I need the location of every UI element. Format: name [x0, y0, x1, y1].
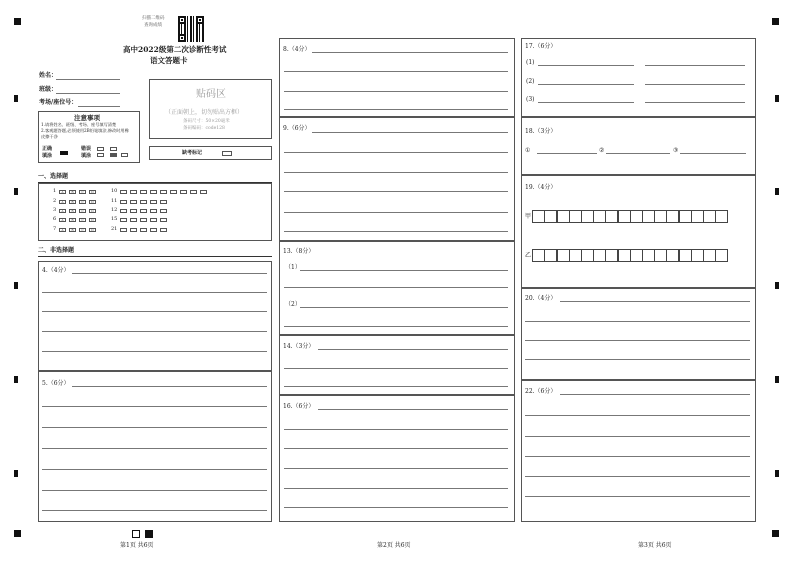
- answer-line[interactable]: [525, 359, 750, 360]
- barcode-hint: （正面朝上，切勿贴出方框）: [165, 109, 244, 116]
- absent-checkbox[interactable]: [222, 151, 232, 156]
- choice-option[interactable]: A: [59, 209, 66, 213]
- char-cell[interactable]: [581, 249, 594, 262]
- choice-number-left: 7: [53, 226, 57, 232]
- answer-line[interactable]: [645, 84, 745, 85]
- page-number-3: 第3页 共6页: [638, 542, 672, 549]
- char-cell[interactable]: [618, 210, 631, 223]
- choice-option[interactable]: [150, 209, 157, 213]
- correct-fill-icon: [60, 151, 68, 155]
- choice-option[interactable]: [150, 190, 157, 194]
- char-cell[interactable]: [593, 210, 606, 223]
- char-cell[interactable]: [618, 249, 631, 262]
- choice-number-left: 1: [53, 188, 57, 194]
- page-number-1: 第1页 共6页: [120, 542, 154, 549]
- answer-line[interactable]: [284, 368, 508, 369]
- answer-line[interactable]: [525, 340, 750, 341]
- corner-mark-bl: [14, 530, 21, 537]
- choice-option[interactable]: A: [59, 190, 66, 194]
- choice-option[interactable]: [150, 200, 157, 204]
- char-cell[interactable]: [532, 249, 545, 262]
- choice-option[interactable]: D: [89, 218, 96, 222]
- answer-line[interactable]: [300, 270, 508, 271]
- choice-option[interactable]: A: [59, 228, 66, 232]
- edge-mark-r3: [775, 282, 779, 289]
- char-cell[interactable]: [544, 210, 557, 223]
- footer-square-filled-icon: [145, 530, 153, 538]
- choice-option[interactable]: C: [79, 218, 86, 222]
- choice-bubbles-right[interactable]: [120, 207, 170, 214]
- choice-bubbles-left[interactable]: [59, 216, 99, 223]
- choice-option[interactable]: [160, 228, 167, 232]
- choice-number-right: 21: [111, 226, 118, 232]
- edge-mark-r5: [775, 470, 779, 477]
- answer-line[interactable]: [284, 212, 508, 213]
- char-cell[interactable]: [605, 210, 618, 223]
- char-cell[interactable]: [703, 210, 716, 223]
- choice-option[interactable]: [140, 218, 147, 222]
- choice-bubbles-right[interactable]: [120, 198, 170, 205]
- answer-line[interactable]: [318, 409, 508, 410]
- answer-box-q19: [521, 175, 756, 288]
- question-label-q13-1: （1）: [285, 264, 301, 271]
- choice-option[interactable]: [120, 228, 127, 232]
- answer-line[interactable]: [525, 321, 750, 322]
- exam-subtitle: 语文答题卡: [150, 56, 188, 65]
- correct-label-2: 填涂: [42, 153, 53, 159]
- choice-option[interactable]: C: [79, 200, 86, 204]
- char-cell[interactable]: [642, 249, 655, 262]
- barcode-title: 贴码区: [196, 89, 226, 100]
- choice-option[interactable]: [190, 190, 197, 194]
- qr-code-icon: [178, 16, 204, 42]
- class-field[interactable]: [56, 93, 120, 94]
- barcode-code: 条码编码：code128: [183, 126, 225, 131]
- answer-line[interactable]: [42, 448, 267, 449]
- answer-line[interactable]: [538, 102, 634, 103]
- edge-mark-r2: [775, 188, 779, 195]
- choice-option[interactable]: B: [69, 218, 76, 222]
- answer-line[interactable]: [42, 351, 267, 352]
- answer-line[interactable]: [72, 273, 267, 274]
- choice-bubbles-right[interactable]: [120, 216, 170, 223]
- answer-line[interactable]: [312, 132, 508, 133]
- footer-square-outline-icon: [132, 530, 140, 538]
- question-label-q22: 22.（6分）: [525, 388, 557, 395]
- choice-option[interactable]: C: [79, 190, 86, 194]
- wrong-label-1: 错误: [81, 146, 92, 152]
- question-label-q19-a: 甲: [525, 213, 532, 220]
- answer-line[interactable]: [680, 153, 746, 154]
- page-number-2: 第2页 共6页: [377, 542, 411, 549]
- choice-bubbles-left[interactable]: [59, 207, 99, 214]
- answer-line[interactable]: [72, 386, 267, 387]
- choice-option[interactable]: [150, 228, 157, 232]
- choice-number-left: 3: [53, 207, 57, 213]
- char-cell[interactable]: [581, 210, 594, 223]
- wrong-label-2: 填涂: [81, 153, 92, 159]
- answer-box-q13: [279, 241, 515, 335]
- answer-line[interactable]: [312, 52, 508, 53]
- choice-number-right: 15: [111, 216, 118, 222]
- char-cell[interactable]: [544, 249, 557, 262]
- choice-number-right: 12: [111, 207, 118, 213]
- choice-option[interactable]: C: [79, 209, 86, 213]
- answer-line[interactable]: [284, 448, 508, 449]
- seat-label: 考场/座位号：: [39, 99, 78, 106]
- choice-bubbles-right[interactable]: [120, 226, 170, 233]
- char-cell[interactable]: [557, 249, 570, 262]
- choice-option[interactable]: D: [89, 209, 96, 213]
- char-grid-a[interactable]: [533, 210, 728, 223]
- answer-box-q16: [279, 395, 515, 522]
- char-cell[interactable]: [666, 210, 679, 223]
- char-cell[interactable]: [715, 249, 728, 262]
- char-cell[interactable]: [557, 210, 570, 223]
- answer-line[interactable]: [284, 231, 508, 232]
- choice-option[interactable]: [200, 190, 207, 194]
- answer-line[interactable]: [537, 153, 597, 154]
- char-cell[interactable]: [691, 210, 704, 223]
- absent-label: 缺考标记: [182, 150, 203, 156]
- corner-mark-br: [772, 530, 779, 537]
- question-label-q13-2: （2）: [285, 301, 301, 308]
- section-open-rule: [38, 256, 272, 257]
- choice-option[interactable]: A: [59, 200, 66, 204]
- choice-option[interactable]: [160, 209, 167, 213]
- choice-number-right: 11: [111, 198, 118, 204]
- answer-line[interactable]: [42, 311, 267, 312]
- answer-box-q22: [521, 380, 756, 522]
- choice-option[interactable]: [160, 200, 167, 204]
- answer-line[interactable]: [284, 326, 508, 327]
- choice-bubbles-left[interactable]: [59, 198, 99, 205]
- answer-line[interactable]: [284, 91, 508, 92]
- name-label: 姓名：: [39, 72, 58, 79]
- question-label-q17-1: (1): [526, 59, 535, 66]
- answer-line[interactable]: [525, 456, 750, 457]
- char-cell[interactable]: [642, 210, 655, 223]
- question-label-q17-2: (2): [526, 78, 535, 85]
- answer-line[interactable]: [538, 65, 634, 66]
- exam-title: 高中2022级第二次诊断性考试: [123, 45, 227, 54]
- choice-option[interactable]: [130, 228, 137, 232]
- choice-option[interactable]: A: [59, 218, 66, 222]
- choice-option[interactable]: [130, 209, 137, 213]
- choice-option[interactable]: [130, 190, 137, 194]
- choice-bubbles-left[interactable]: [59, 188, 99, 195]
- answer-line[interactable]: [538, 84, 634, 85]
- answer-line[interactable]: [284, 429, 508, 430]
- answer-line[interactable]: [525, 436, 750, 437]
- answer-line[interactable]: [42, 510, 267, 511]
- choice-option[interactable]: [120, 190, 127, 194]
- answer-line[interactable]: [284, 386, 508, 387]
- question-label-q17-3: (3): [526, 96, 535, 103]
- choice-option[interactable]: D: [89, 190, 96, 194]
- answer-line[interactable]: [284, 468, 508, 469]
- question-label-q9: 9.（6分）: [283, 125, 311, 132]
- answer-line[interactable]: [284, 287, 508, 288]
- choice-option[interactable]: [120, 209, 127, 213]
- choice-number-left: 2: [53, 198, 57, 204]
- choice-option[interactable]: C: [79, 228, 86, 232]
- edge-mark-l3: [14, 282, 18, 289]
- choice-option[interactable]: [130, 218, 137, 222]
- char-cell[interactable]: [654, 210, 667, 223]
- choice-bubbles-left[interactable]: [59, 226, 99, 233]
- answer-box-q9: [279, 117, 515, 241]
- char-grid-b[interactable]: [533, 249, 728, 262]
- answer-line[interactable]: [42, 427, 267, 428]
- name-field[interactable]: [56, 79, 120, 80]
- choice-bubbles-right[interactable]: [120, 188, 210, 195]
- question-label-q19: 19.（4分）: [525, 184, 557, 191]
- wrong-fill-examples-icon: [97, 147, 137, 159]
- question-label-q5: 5.（6分）: [42, 380, 70, 387]
- choice-option[interactable]: B: [69, 200, 76, 204]
- answer-line[interactable]: [645, 102, 745, 103]
- answer-line[interactable]: [284, 191, 508, 192]
- edge-mark-l2: [14, 188, 18, 195]
- choice-option[interactable]: [160, 218, 167, 222]
- answer-line[interactable]: [42, 490, 267, 491]
- char-cell[interactable]: [630, 210, 643, 223]
- answer-line[interactable]: [606, 153, 670, 154]
- question-label-q18-2: ②: [599, 147, 605, 154]
- question-label-q14: 14.（3分）: [283, 343, 315, 350]
- char-cell[interactable]: [569, 210, 582, 223]
- question-label-q16: 16.（6分）: [283, 403, 315, 410]
- choice-option[interactable]: [140, 190, 147, 194]
- choice-option[interactable]: B: [69, 190, 76, 194]
- choice-option[interactable]: [130, 200, 137, 204]
- char-cell[interactable]: [605, 249, 618, 262]
- question-label-q18: 18.（3分）: [525, 128, 557, 135]
- answer-line[interactable]: [284, 172, 508, 173]
- answer-line[interactable]: [42, 469, 267, 470]
- notice-line-2: 2.客观题答题,必须使用2B铅笔填涂,修改时用橡: [41, 128, 129, 133]
- answer-line[interactable]: [284, 152, 508, 153]
- question-label-q8: 8.（4分）: [283, 46, 311, 53]
- char-cell[interactable]: [715, 210, 728, 223]
- section-open-title: 二、非选择题: [38, 247, 75, 254]
- scan-hint-1: 扫描二维码: [142, 16, 165, 21]
- correct-label-1: 正确: [42, 146, 53, 152]
- answer-line[interactable]: [645, 65, 745, 66]
- answer-line[interactable]: [42, 292, 267, 293]
- answer-box-q8: [279, 38, 515, 117]
- char-cell[interactable]: [569, 249, 582, 262]
- choice-option[interactable]: B: [69, 228, 76, 232]
- question-label-q19-b: 乙: [525, 252, 532, 259]
- choice-option[interactable]: B: [69, 209, 76, 213]
- answer-line[interactable]: [284, 71, 508, 72]
- section-choice-title: 一、选择题: [38, 173, 69, 180]
- question-label-q18-3: ③: [673, 147, 679, 154]
- choice-option[interactable]: D: [89, 228, 96, 232]
- answer-box-q4: [38, 261, 272, 371]
- edge-mark-l4: [14, 376, 18, 383]
- scan-hint-2: 查询成绩: [144, 23, 162, 28]
- absent-box: [149, 146, 272, 160]
- choice-option[interactable]: [160, 190, 167, 194]
- question-label-q17: 17.（6分）: [525, 43, 557, 50]
- answer-line[interactable]: [525, 496, 750, 497]
- edge-mark-r1: [775, 95, 779, 102]
- answer-line[interactable]: [525, 476, 750, 477]
- char-cell[interactable]: [630, 249, 643, 262]
- choice-option[interactable]: [140, 200, 147, 204]
- notice-line-1: 1.请将姓名、班级、考场、座号填写清楚: [41, 122, 117, 127]
- char-cell[interactable]: [532, 210, 545, 223]
- answer-line[interactable]: [318, 349, 508, 350]
- question-label-q4: 4.（4分）: [42, 267, 70, 274]
- class-label: 班级：: [39, 86, 58, 93]
- choice-number-right: 10: [111, 188, 118, 194]
- choice-option[interactable]: [180, 190, 187, 194]
- answer-box-q18: [521, 117, 756, 175]
- seat-field[interactable]: [78, 106, 120, 107]
- corner-mark-tl: [14, 18, 21, 25]
- char-cell[interactable]: [654, 249, 667, 262]
- question-label-q13: 13.（8分）: [283, 248, 315, 255]
- answer-line[interactable]: [560, 301, 750, 302]
- choice-option[interactable]: [150, 218, 157, 222]
- edge-mark-l1: [14, 95, 18, 102]
- answer-line[interactable]: [300, 307, 508, 308]
- choice-number-left: 6: [53, 216, 57, 222]
- choice-option[interactable]: [140, 228, 147, 232]
- answer-line[interactable]: [284, 488, 508, 489]
- notice-title: 注意事项: [74, 114, 100, 122]
- answer-box-q5: [38, 371, 272, 522]
- answer-line[interactable]: [284, 507, 508, 508]
- choice-option[interactable]: [120, 200, 127, 204]
- edge-mark-r4: [775, 376, 779, 383]
- corner-mark-tr: [772, 18, 779, 25]
- question-label-q20: 20.（4分）: [525, 295, 557, 302]
- char-cell[interactable]: [679, 210, 692, 223]
- choice-option[interactable]: [140, 209, 147, 213]
- choice-option[interactable]: D: [89, 200, 96, 204]
- notice-line-3: 皮擦干净: [41, 134, 58, 139]
- edge-mark-l5: [14, 470, 18, 477]
- answer-line[interactable]: [284, 109, 508, 110]
- char-cell[interactable]: [666, 249, 679, 262]
- char-cell[interactable]: [691, 249, 704, 262]
- choice-option[interactable]: [120, 218, 127, 222]
- answer-line[interactable]: [42, 406, 267, 407]
- answer-line[interactable]: [42, 331, 267, 332]
- barcode-size: 条码尺寸：50×20毫米: [183, 119, 230, 124]
- char-cell[interactable]: [703, 249, 716, 262]
- answer-line[interactable]: [525, 415, 750, 416]
- answer-line[interactable]: [560, 394, 750, 395]
- choice-option[interactable]: [170, 190, 177, 194]
- question-label-q18-1: ①: [525, 147, 531, 154]
- char-cell[interactable]: [593, 249, 606, 262]
- char-cell[interactable]: [679, 249, 692, 262]
